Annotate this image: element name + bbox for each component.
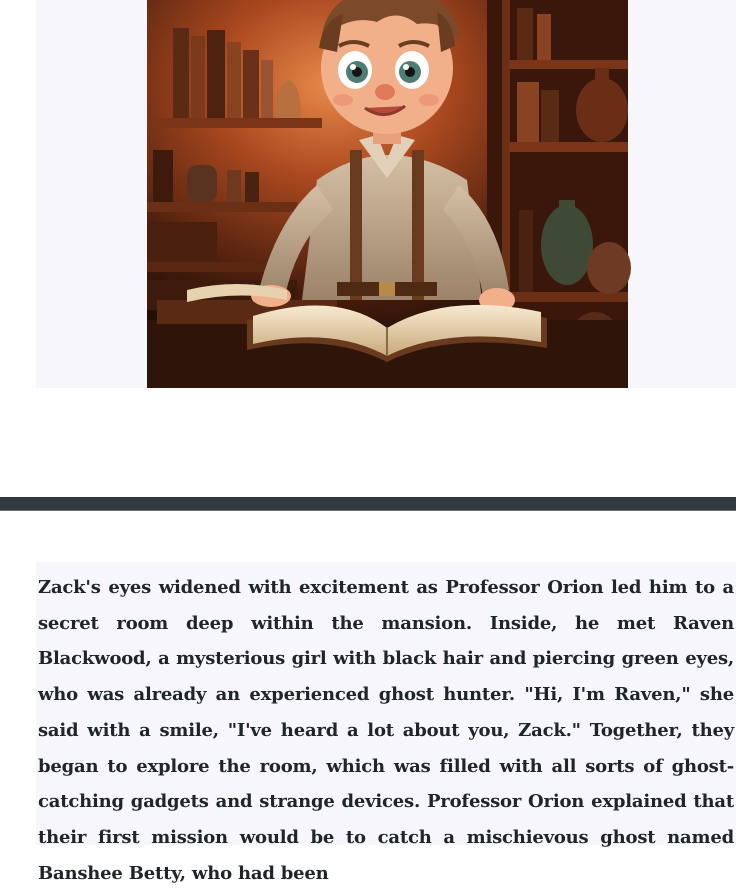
section-divider <box>0 497 736 511</box>
story-illustration <box>147 0 628 388</box>
story-paragraph: Zack's eyes widened with excitement as Professor Orion led him to a secret room deep within the mansion. Inside, he met Raven Blackwood, a mysterious girl with black hair and piercing green eyes, who was already an experienced ghost hunter. "Hi, I'm Raven," she said with a smile, "I've heard a lot about you, Zack." Together, they began to explore the room, which was filled with all sorts of ghost-catching gadgets and strange devices. Professor Orion explained that their first mission would be to catch a mischievous ghost named Banshee Betty, who had been <box>38 577 734 884</box>
illustration-panel <box>36 0 736 388</box>
story-panel <box>36 562 736 884</box>
